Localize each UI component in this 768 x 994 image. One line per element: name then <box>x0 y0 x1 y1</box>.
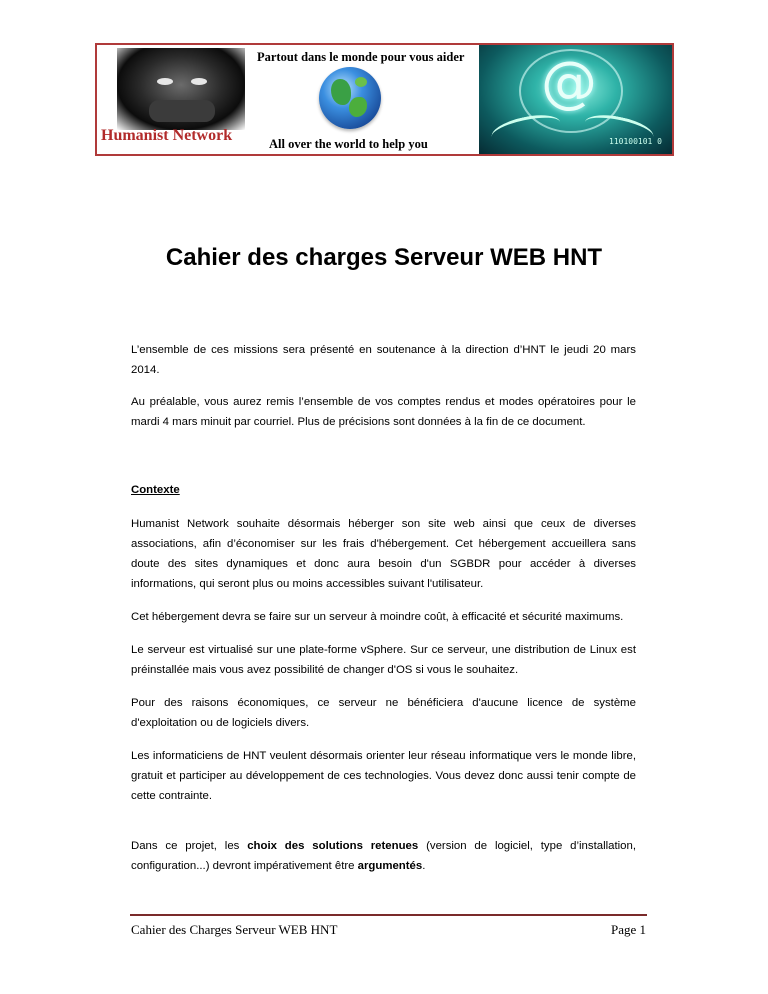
binary-digits: 110100101 0 <box>609 137 662 146</box>
bold-text-choix: choix des solutions retenues <box>247 840 419 852</box>
document-body <box>131 340 636 876</box>
text-run: Dans ce projet, les <box>131 840 248 852</box>
document-title: Cahier des charges Serveur WEB HNT <box>165 244 603 271</box>
globe-icon <box>319 67 381 129</box>
brand-name: Humanist Network <box>101 127 233 144</box>
paragraph-context: Humanist Network souhaite désormais héberger son site web ainsi que ceux de diverses associations, afin d’économiser sur les frais d'hébergement. Cet hébergement accueillera sans doute des sites dynamiques et donc aura besoin d'un SGBDR pour accéder à diverses informations, qui seront plus ou moins accessibles suivant l'utilisateur. <box>131 518 636 590</box>
text-run: (version de logiciel, type d’installation, configuration...) devront impérativement être <box>131 840 636 872</box>
paragraph-free-software: Les informaticiens de HNT veulent désormais orienter leur réseau informatique vers le monde libre, gratuit et participer au développement de ces technologies. Vous devez donc aussi tenir compte de cette contrainte. <box>131 750 636 802</box>
page-number: Page 1 <box>610 922 646 937</box>
hand-left-shape <box>489 110 563 149</box>
continent-shape <box>355 77 367 87</box>
paragraph-prealable: Au préalable, vous aurez remis l’ensemble de vos comptes rendus et modes opératoires pour le mardi 4 mars minuit par courriel. Plus de précisions sont données à la fin de ce document. <box>131 396 636 428</box>
tagline-english: All over the world to help you <box>269 137 428 151</box>
paragraph-vsphere: Le serveur est virtualisé sur une plate-forme vSphere. Sur ce serveur, une distribution de Linux est préinstallée mais vous avez possibilité de changer d'OS si vous le souhaitez. <box>131 644 636 676</box>
footer-title: Cahier des Charges Serveur WEB HNT <box>131 922 338 937</box>
continent-shape <box>331 79 351 105</box>
paragraph-choices <box>131 836 636 876</box>
at-sign-icon: @ <box>541 50 597 115</box>
continent-shape <box>349 97 367 117</box>
eye-right <box>191 78 207 85</box>
eye-left <box>157 78 173 85</box>
paragraph-license: Pour des raisons économiques, ce serveur ne bénéficiera d'aucune licence de système d'exploitation ou de logiciels divers. <box>131 697 636 729</box>
portrait-image <box>117 48 245 130</box>
at-sign-hands-image <box>479 45 672 154</box>
section-heading-contexte: Contexte <box>131 484 180 496</box>
paragraph-soutenance: L’ensemble de ces missions sera présenté en soutenance à la direction d’HNT le jeudi 20 mars 2014. <box>131 344 636 376</box>
bold-text-argumentes: argumentés <box>357 860 423 872</box>
text-run: . <box>422 860 426 872</box>
hands-shape <box>149 100 215 122</box>
paragraph-cost: Cet hébergement devra se faire sur un serveur à moindre coût, à efficacité et sécurité maximums. <box>131 611 624 623</box>
header-banner <box>95 43 674 156</box>
tagline-french: Partout dans le monde pour vous aider <box>257 50 465 64</box>
footer-rule <box>130 914 647 916</box>
